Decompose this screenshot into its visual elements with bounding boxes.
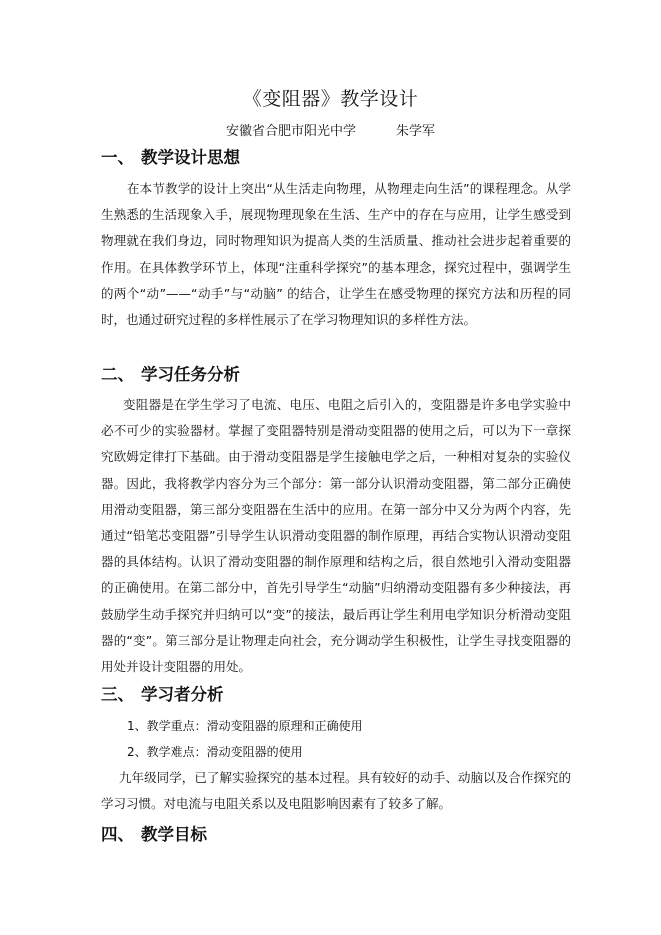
section-1-paragraph: 在本节教学的设计上突出“从生活走向物理，从物理走向生活”的课程理念。从学生熟悉的生活现象入手，展现物理现象在生活、生产中的存在与应用，让学生感受到物理就在我们身边，同时物理知识为提高人类的生活质量、推动社会进步起着重要的作用。在具体教学环节上，体现“注重科学探究”的基本理念，探究过程中，强调学生的两个“动”——“动手”与“动脑” 的结合，让学生在感受物理的探究方法和历程的同时，也通过研究过程的多样性展示了在学习物理知识的多样性方法。 (101, 181, 571, 328)
section-heading-3 (101, 684, 224, 706)
section-3-paragraph: 九年级同学，已了解实验探究的基本过程。具有较好的动手、动脑以及合作探究的学习习惯。对电流与电阻关系以及电阻影响因素有了较多了解。 (101, 770, 571, 812)
list-item: 2、教学难点：滑动变阻器的使用 (127, 745, 303, 759)
section-2-paragraph: 变阻器是在学生学习了电流、电压、电阻之后引入的，变阻器是许多电学实验中必不可少的实验器材。掌握了变阻器特别是滑动变阻器的使用之后，可以为下一章探究欧姆定律打下基础。由于滑动变阻器是学生接触电学之后，一种相对复杂的实验仪器。因此，我将教学内容分为三个部分：第一部分认识滑动变阻器，第二部分正确使用滑动变阻器，第三部分变阻器在生活中的应用。在第一部分中又分为两个内容，先通过“铅笔芯变阻器”引导学生认识滑动变阻器的制作原理，再结合实物认识滑动变阻器的具体结构。认识了滑动变阻器的制作原理和结构之后，很自然地引入滑动变阻器的正确使用。在第二部分中，首先引导学生“动脑”归纳滑动变阻器有多少种接法，再鼓励学生动手探究并归纳可以“变”的接法，最后再让学生利用电学知识分析滑动变阻器的“变”。第三部分是让物理走向社会，充分调动学生积极性，让学生寻找变阻器的用处并设计变阻器的用处。 (101, 397, 571, 675)
section-number: 二、 (101, 365, 134, 384)
document-title: 《变阻器》教学设计 (242, 88, 419, 110)
author-line (0, 123, 661, 141)
author-name: 朱学军 (396, 124, 436, 139)
section-number: 四、 (101, 825, 134, 844)
list-item: 1、教学重点：滑动变阻器的原理和正确使用 (127, 719, 363, 733)
section-title: 学习任务分析 (141, 365, 240, 384)
section-heading-2 (101, 364, 240, 386)
section-heading-4 (101, 824, 207, 846)
section-number: 三、 (101, 685, 134, 704)
section-title: 学习者分析 (141, 685, 224, 704)
author-school: 安徽省合肥市阳光中学 (225, 124, 356, 139)
section-heading-1 (101, 147, 240, 169)
section-title: 教学设计思想 (141, 148, 240, 167)
section-title: 教学目标 (141, 825, 207, 844)
section-number: 一、 (101, 148, 134, 167)
